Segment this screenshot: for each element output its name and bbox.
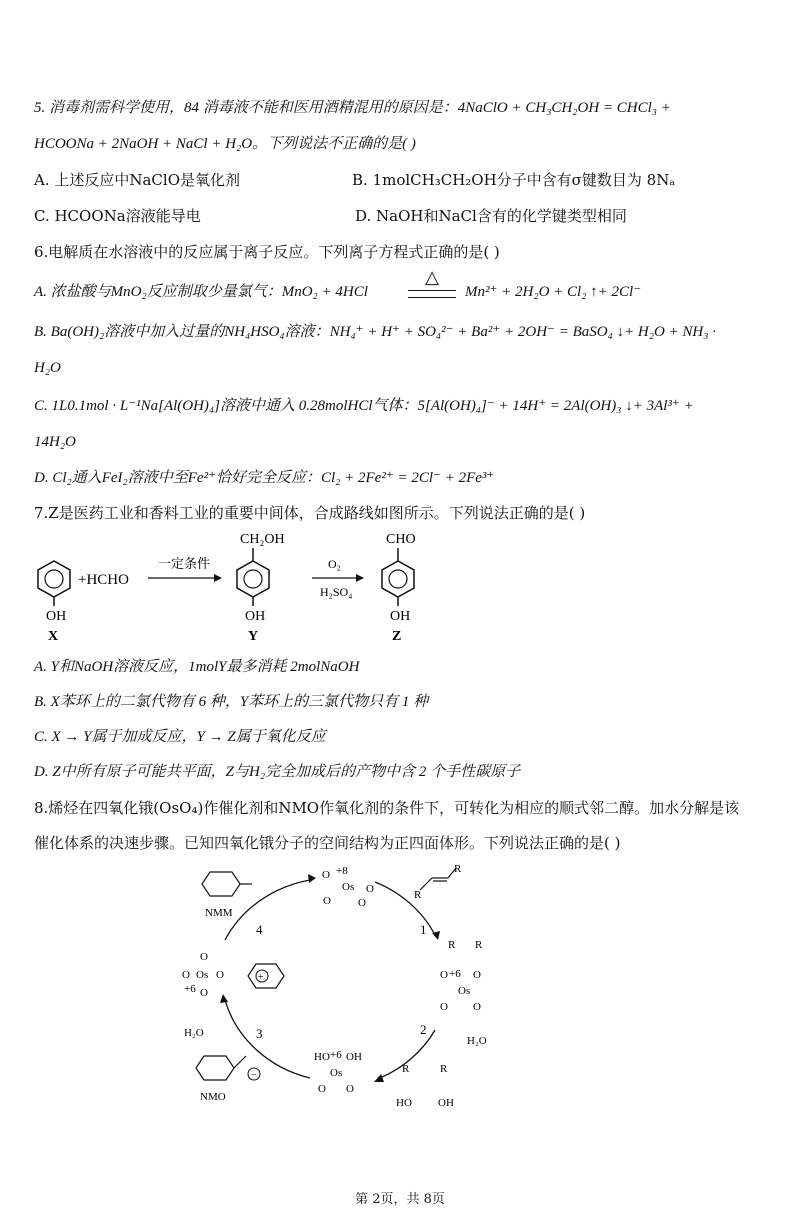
- z-oh-label: OH: [390, 609, 411, 624]
- step-2-number: 2: [420, 1022, 427, 1037]
- benzene-ring-x: [38, 561, 70, 606]
- diol-r1: R: [402, 1063, 410, 1075]
- acid-ho: HO: [314, 1051, 330, 1063]
- q7-stem: 7.Z是医药工业和香料工业的重要中间体，合成路线如图所示。下列说法正确的是( ): [34, 504, 586, 522]
- aromatic-circle-x: [45, 570, 63, 588]
- aromatic-circle-y: [244, 570, 262, 588]
- q7-option-d: D. Z中所有原子可能共平面，Z与H₂完全加成后的产物中含 2 个手性碳原子: [34, 764, 521, 780]
- q8-catalytic-cycle: [170, 860, 510, 1115]
- y-oh-label: OH: [245, 609, 266, 624]
- ester-r1: R: [448, 939, 456, 951]
- equilibrium-double-line: [408, 290, 456, 298]
- q8-stem-line1: 8.烯烃在四氧化锇(OsO₄)作催化剂和NMO作氧化剂的条件下，可转化为相应的顺式邻二醇。加水分解是该: [34, 799, 740, 817]
- q5-option-d: D. NaOH和NaCl含有的化学键类型相同: [355, 207, 627, 225]
- aromatic-circle-z: [389, 570, 407, 588]
- q7-option-c: C. X → Y属于加成反应，Y → Z属于氧化反应: [34, 729, 326, 745]
- q5-option-c: C. HCOONa溶液能导电: [34, 207, 201, 225]
- y-ch2oh-label: CH₂OH: [240, 532, 285, 547]
- svg-text:Os: Os: [196, 969, 209, 981]
- q7-synthesis-scheme: [28, 528, 448, 646]
- osmate-ester-intermediate: [440, 939, 483, 1013]
- nmo-morpholine: [196, 1056, 246, 1080]
- step-1-number: 1: [420, 922, 427, 937]
- svg-text:O: O: [440, 1001, 448, 1013]
- svg-text:O: O: [323, 895, 331, 907]
- step-3-number: 3: [256, 1026, 263, 1041]
- arrow-head-step2: [374, 1074, 384, 1082]
- arrow-2-head: [356, 574, 364, 582]
- oxygen-reagent: O₂: [328, 557, 341, 571]
- label-x: X: [48, 629, 59, 644]
- os-oxidation-plus6-acid: +6: [330, 1049, 342, 1061]
- q6-stem: 6.电解质在水溶液中的反应属于离子反应。下列离子方程式正确的是( ): [34, 243, 500, 261]
- alkene-r-right: R: [454, 863, 462, 875]
- svg-text:O: O: [216, 969, 224, 981]
- diol-oh: OH: [438, 1097, 454, 1109]
- water-product: H₂O: [184, 1027, 204, 1039]
- osmium-tetroxide: [322, 865, 374, 909]
- q6-option-c-line2: 14H₂O: [34, 434, 76, 450]
- svg-text:O: O: [322, 869, 330, 881]
- benzene-ring-y: [237, 548, 269, 606]
- q5-option-a: A. 上述反应中NaClO是氧化剂: [34, 171, 241, 189]
- os-oxidation-plus6-complex: +6: [184, 983, 196, 995]
- svg-text:Os: Os: [330, 1067, 343, 1079]
- condition-1: 一定条件: [158, 556, 211, 571]
- os-oxidation-plus6-ester: +6: [449, 968, 461, 980]
- label-z: Z: [392, 629, 402, 644]
- morpholinium-ring: [248, 964, 284, 988]
- svg-text:O: O: [358, 897, 366, 909]
- svg-text:O: O: [182, 969, 190, 981]
- svg-text:O: O: [366, 883, 374, 895]
- q5-option-b: B. 1molCH₃CH₂OH分子中含有σ键数目为 8Nₐ: [352, 171, 676, 189]
- diol-r2: R: [440, 1063, 448, 1075]
- q7-option-b: B. X苯环上的二氯代物有 6 种，Y苯环上的三氯代物只有 1 种: [34, 694, 429, 710]
- nmm-label: NMM: [205, 907, 233, 919]
- label-y: Y: [248, 629, 259, 644]
- osmic-acid-intermediate: [314, 1049, 362, 1095]
- svg-text:O: O: [346, 1083, 354, 1095]
- water-reactant: H₂O: [467, 1035, 487, 1047]
- cycle-arc-step3: [225, 1000, 310, 1078]
- acid-oh: OH: [346, 1051, 362, 1063]
- q5-stem-line1: 5. 消毒剂需科学使用，84 消毒液不能和医用酒精混用的原因是：4NaClO + CH₃CH₂OH = CHCl₃ +: [34, 100, 671, 116]
- z-cho-label: CHO: [386, 532, 416, 547]
- svg-text:O: O: [473, 969, 481, 981]
- q6-option-a-right: Mn²⁺ + 2H₂O + Cl₂ ↑+ 2Cl⁻: [465, 284, 642, 300]
- diol-ho: HO: [396, 1097, 412, 1109]
- arrow-1-head: [214, 574, 222, 582]
- arrow-head-step3: [220, 994, 228, 1003]
- arrow-head-step4: [308, 874, 316, 883]
- alkene-r-left: R: [414, 889, 422, 901]
- hcho-reagent: +HCHO: [78, 572, 129, 588]
- svg-text:Os: Os: [458, 985, 471, 997]
- q5-stem-line2: HCOONa + 2NaOH + NaCl + H₂O。下列说法不正确的是( ): [34, 136, 416, 152]
- x-oh-label: OH: [46, 609, 67, 624]
- svg-text:O: O: [440, 969, 448, 981]
- svg-text:O: O: [200, 951, 208, 963]
- alkene-substrate: [420, 868, 456, 890]
- q6-option-d: D. Cl₂通入FeI₂溶液中至Fe²⁺恰好完全反应：Cl₂ + 2Fe²⁺ = 2Cl⁻ + 2Fe³⁺: [34, 470, 495, 486]
- q6-option-b-line2: H₂O: [34, 360, 61, 376]
- step-4-number: 4: [256, 922, 263, 937]
- svg-text:O: O: [473, 1001, 481, 1013]
- q8-stem-line2: 催化体系的决速步骤。已知四氧化锇分子的空间结构为正四面体形。下列说法正确的是( ): [34, 834, 621, 852]
- benzene-ring-z: [382, 548, 414, 606]
- cis-diol-product: [396, 1063, 454, 1109]
- page-footer: 第 2页，共 8页: [355, 1192, 445, 1207]
- nmm-morpholine: [202, 872, 252, 896]
- nmo-label: NMO: [200, 1091, 226, 1103]
- svg-text:O: O: [200, 987, 208, 999]
- os-oxidation-plus8: +8: [336, 865, 348, 877]
- ester-r2: R: [475, 939, 483, 951]
- q6-option-c-line1: C. 1L0.1mol · L⁻¹Na[Al(OH)₄]溶液中通入 0.28molHCl气体：5[Al(OH)₄]⁻ + 14H⁺ = 2Al(OH)₃ ↓+ 3Al³⁺ +: [34, 398, 694, 414]
- positive-charge-plus: +: [258, 972, 264, 983]
- sulfuric-acid-reagent: H₂SO₄: [320, 585, 353, 599]
- q6-option-a-left: A. 浓盐酸与MnO₂反应制取少量氯气：MnO₂ + 4HCl: [34, 284, 368, 300]
- q7-option-a: A. Y和NaOH溶液反应，1molY最多消耗 2molNaOH: [34, 659, 360, 675]
- q6-option-b-line1: B. Ba(OH)₂溶液中加入过量的NH₄HSO₄溶液：NH₄⁺ + H⁺ + SO₄²⁻ + Ba²⁺ + 2OH⁻ = BaSO₄ ↓+ H₂O + NH₃ ·: [34, 324, 716, 340]
- cycle-arc-step4: [225, 880, 310, 940]
- negative-charge-minus: −: [251, 1070, 257, 1081]
- osmium-nmo-complex: [182, 951, 224, 999]
- svg-text:Os: Os: [342, 881, 355, 893]
- heat-condition-icon: △: [425, 267, 439, 288]
- svg-text:O: O: [318, 1083, 326, 1095]
